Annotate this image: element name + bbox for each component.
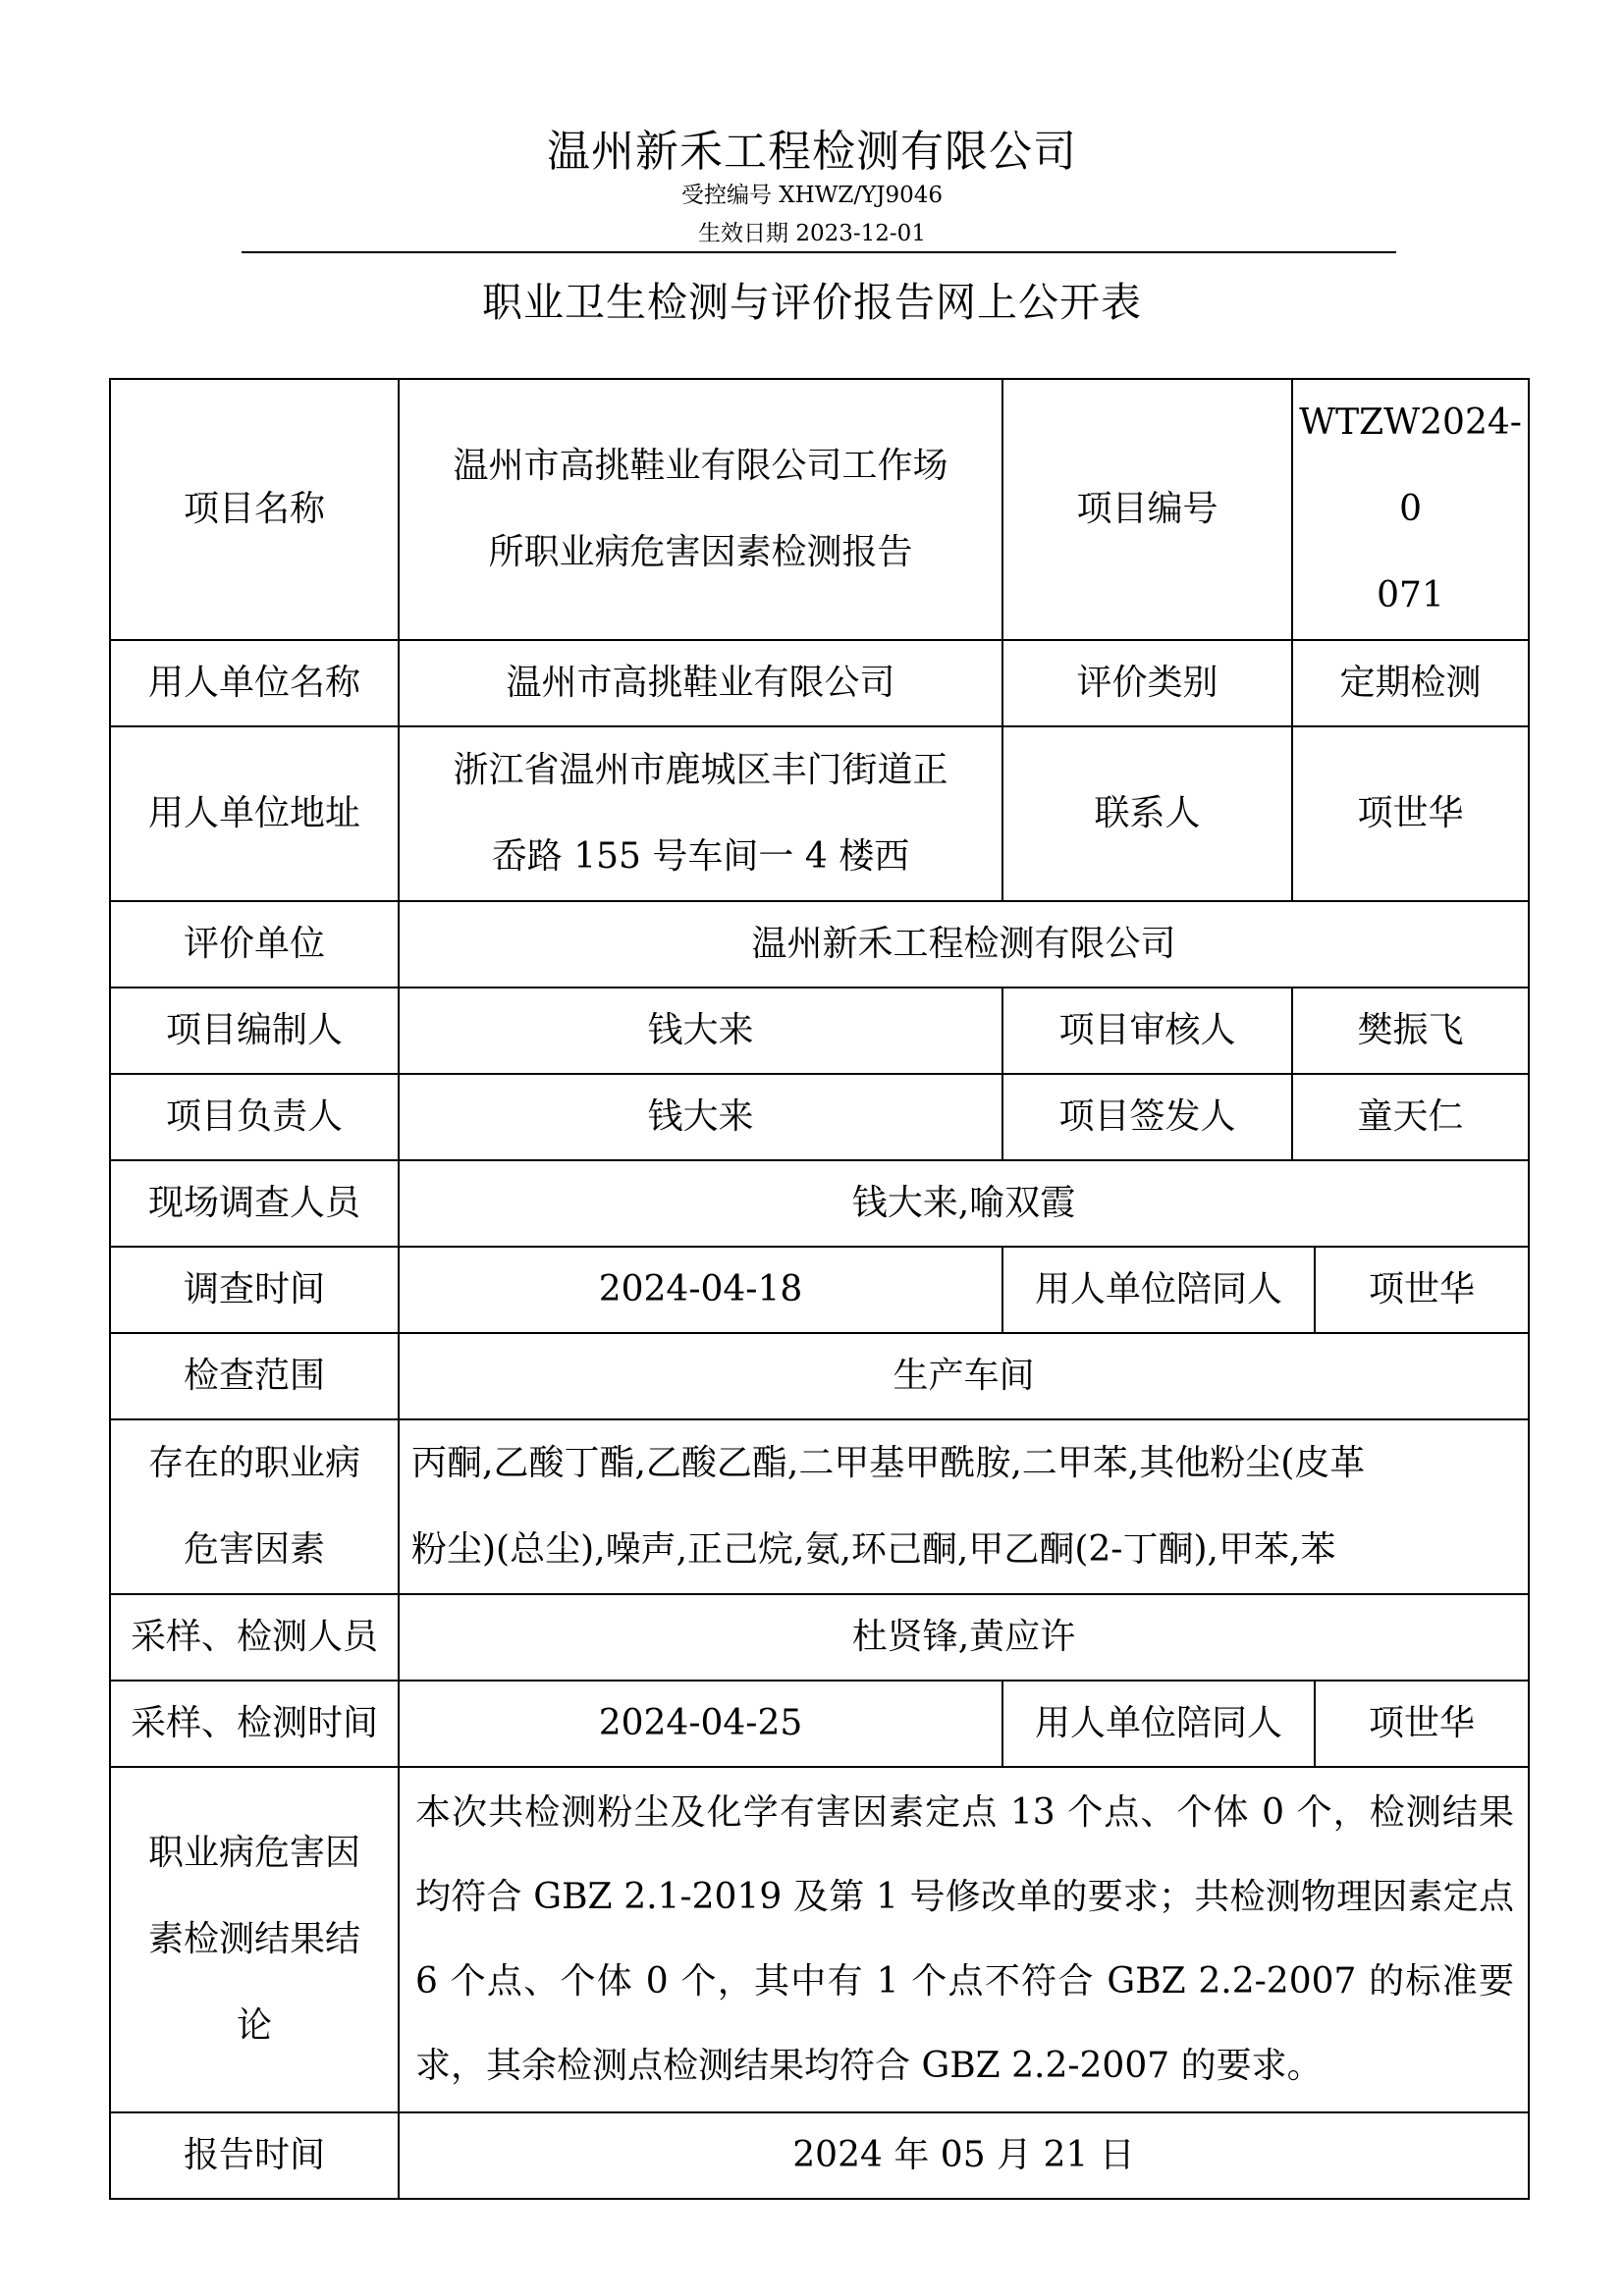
contact-label: 联系人	[1002, 726, 1292, 901]
effective-date: 生效日期 2023-12-01	[698, 221, 926, 246]
samplers-label: 采样、检测人员	[110, 1594, 399, 1681]
row-conclusion	[110, 1767, 1529, 2112]
hazards-label-line-1: 存在的职业病	[147, 1443, 360, 1483]
project-name-line-2: 所职业病危害因素检测报告	[488, 532, 913, 572]
scope-label: 检查范围	[110, 1333, 399, 1419]
project-no-label: 项目编号	[1002, 379, 1292, 640]
samplers-value: 杜贤锋,黄应许	[399, 1594, 1529, 1681]
employer-address-line-1: 浙江省温州市鹿城区丰门街道正	[453, 750, 948, 790]
conclusion-label-line-3: 论	[236, 2005, 272, 2046]
eval-type-value: 定期检测	[1292, 640, 1529, 726]
row-report-time	[110, 2112, 1529, 2199]
eval-type-label: 评价类别	[1002, 640, 1292, 726]
sampling-escort-cell	[1002, 1681, 1529, 1767]
row-sampling-time	[110, 1681, 1529, 1767]
report-disclosure-table	[109, 378, 1530, 2200]
conclusion-label	[110, 1767, 399, 2112]
row-survey-time	[110, 1247, 1529, 1333]
sampling-escort-label: 用人单位陪同人	[1003, 1682, 1315, 1766]
hazards-line-2: 粉尘)(总尘),噪声,正己烷,氨,环己酮,甲乙酮(2-丁酮),甲苯,苯	[411, 1529, 1336, 1570]
sampling-time-value: 2024-04-25	[399, 1681, 1002, 1767]
sampling-escort-value: 项世华	[1369, 1703, 1476, 1743]
survey-escort-cell	[1002, 1247, 1529, 1333]
compiler-label: 项目编制人	[110, 988, 399, 1074]
row-project-name	[110, 379, 1529, 640]
report-time-label: 报告时间	[110, 2112, 399, 2199]
conclusion-label-line-2: 素检测结果结	[147, 1919, 360, 1959]
eval-unit-label: 评价单位	[110, 901, 399, 988]
row-investigators	[110, 1160, 1529, 1247]
manager-value: 钱大来	[399, 1074, 1002, 1160]
row-employer-name	[110, 640, 1529, 726]
conclusion-value: 本次共检测粉尘及化学有害因素定点 13 个点、个体 0 个，检测结果均符合 GBZ 2.1-2019 及第 1 号修改单的要求；共检测物理因素定点 6 个点、个体 0 个，其中有 1 个点不符合 GBZ 2.2-2007 的标准要求，其余检测点检测结果均符合 GBZ 2.2-2007 的要求。	[399, 1767, 1529, 2112]
project-no-line-1: WTZW2024-0	[1299, 402, 1522, 529]
company-name: 温州新禾工程检测有限公司	[547, 127, 1077, 177]
investigators-value: 钱大来,喻双霞	[399, 1160, 1529, 1247]
project-name-value	[399, 379, 1002, 640]
eval-unit-value: 温州新禾工程检测有限公司	[399, 901, 1529, 988]
project-no-value	[1292, 379, 1529, 640]
sampling-escort-subtable	[1003, 1682, 1528, 1766]
hazards-label-line-2: 危害因素	[183, 1529, 325, 1570]
employer-name-label: 用人单位名称	[110, 640, 399, 726]
row-manager	[110, 1074, 1529, 1160]
row-scope	[110, 1333, 1529, 1419]
employer-address-value	[399, 726, 1002, 901]
hazards-label	[110, 1419, 399, 1594]
project-name-line-1: 温州市高挑鞋业有限公司工作场	[453, 446, 948, 486]
survey-escort-label: 用人单位陪同人	[1003, 1248, 1315, 1332]
compiler-value: 钱大来	[399, 988, 1002, 1074]
row-employer-address	[110, 726, 1529, 901]
sampling-time-label: 采样、检测时间	[110, 1681, 399, 1767]
row-eval-unit	[110, 901, 1529, 988]
reviewer-label: 项目审核人	[1002, 988, 1292, 1074]
header-divider	[242, 251, 1396, 253]
employer-address-label: 用人单位地址	[110, 726, 399, 901]
hazards-line-1: 丙酮,乙酸丁酯,乙酸乙酯,二甲基甲酰胺,二甲苯,其他粉尘(皮革	[411, 1443, 1366, 1483]
survey-escort-value: 项世华	[1369, 1269, 1476, 1309]
contact-value: 项世华	[1292, 726, 1529, 901]
control-number: 受控编号 XHWZ/YJ9046	[680, 183, 944, 208]
row-samplers	[110, 1594, 1529, 1681]
project-no-line-2: 071	[1377, 575, 1444, 615]
form-title: 职业卫生检测与评价报告网上公开表	[482, 279, 1142, 326]
issuer-value: 童天仁	[1292, 1074, 1529, 1160]
project-name-label: 项目名称	[110, 379, 399, 640]
manager-label: 项目负责人	[110, 1074, 399, 1160]
row-compiler	[110, 988, 1529, 1074]
conclusion-label-line-1: 职业病危害因	[147, 1833, 360, 1873]
issuer-label: 项目签发人	[1002, 1074, 1292, 1160]
employer-name-value: 温州市高挑鞋业有限公司	[399, 640, 1002, 726]
employer-address-line-2: 岙路 155 号车间一 4 楼西	[491, 836, 910, 877]
row-hazards	[110, 1419, 1529, 1594]
hazards-value	[399, 1419, 1529, 1594]
survey-time-value: 2024-04-18	[399, 1247, 1002, 1333]
report-time-value: 2024 年 05 月 21 日	[399, 2112, 1529, 2199]
survey-escort-subtable	[1003, 1248, 1528, 1332]
investigators-label: 现场调查人员	[110, 1160, 399, 1247]
scope-value: 生产车间	[399, 1333, 1529, 1419]
survey-time-label: 调查时间	[110, 1247, 399, 1333]
reviewer-value: 樊振飞	[1292, 988, 1529, 1074]
